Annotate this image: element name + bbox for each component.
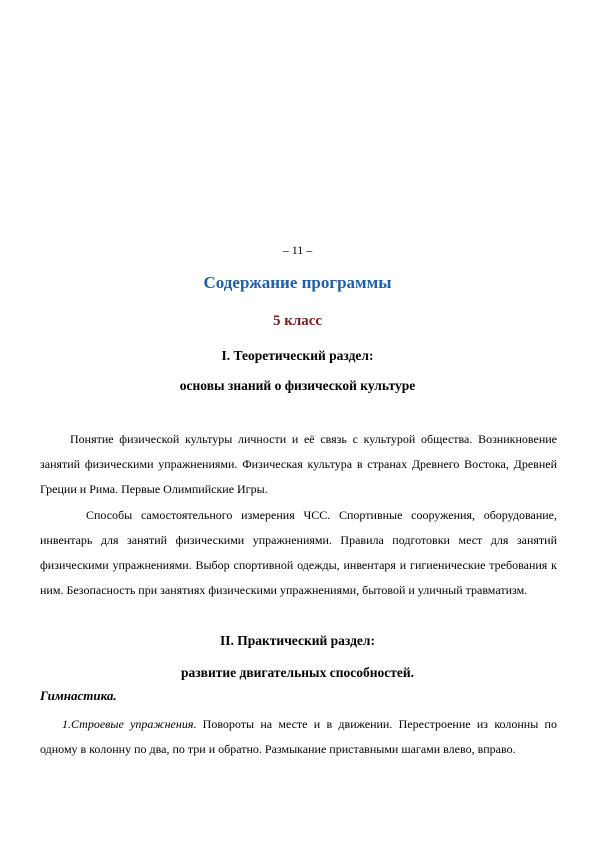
section2-heading: II. Практический раздел:	[219, 633, 375, 648]
gymnastics-paragraph	[40, 712, 557, 762]
grade-heading: 5 класс	[272, 313, 323, 329]
drill-exercises-text: . Повороты на месте и в движении. Перестроение из колонны по одному в колонну по два, по три и обратно. Размыкание приставными шагами влево, вправо.	[40, 717, 557, 756]
section1-heading: I. Теоретический раздел:	[221, 348, 374, 363]
section2-subheading: развитие двигательных способностей.	[180, 665, 415, 680]
gymnastics-heading: Гимнастика.	[40, 688, 117, 703]
section1-subheading: основы знаний о физической культуре	[179, 378, 416, 393]
section1-paragraph-2: Способы самостоятельного измерения ЧСС. Спортивные сооружения, оборудование, инвентарь для занятий физическими упражнениями. Правила подготовки мест для занятий физическими упражнениями. Выбор спортивной одежды, инвентаря и гигиенические требования к ним. Безопасность при занятиях физическими упражнениями, бытовой и уличный травматизм.	[40, 508, 557, 597]
page-number: – 11 –	[282, 243, 313, 257]
drill-exercises-label: 1.Строевые упражнения	[62, 717, 194, 731]
document-title: Содержание программы	[203, 273, 392, 292]
section1-paragraph-1: Понятие физической культуры личности и её связь с культурой общества. Возникновение занятий физическими упражнениями. Физическая культура в странах Древнего Востока, Древней Греции и Рима. Первые Олимпийские Игры.	[40, 432, 557, 496]
